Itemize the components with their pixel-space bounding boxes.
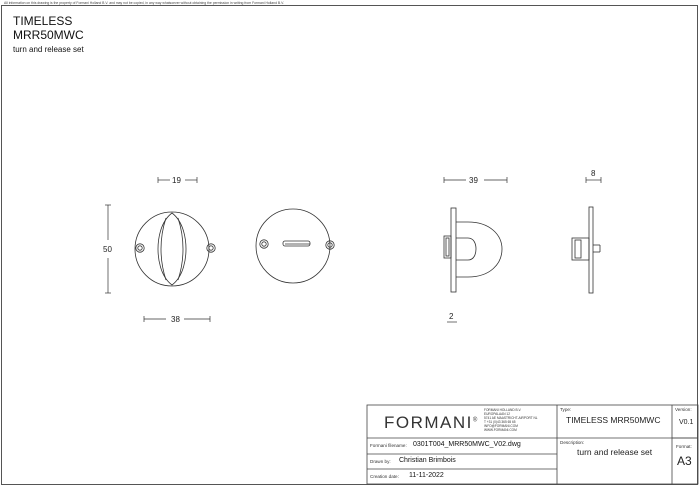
address-line: WWW.FORMANI.COM	[484, 427, 517, 432]
turn-front-view	[135, 212, 215, 286]
dim-2: 2	[449, 312, 454, 321]
drawn-by-label: Drawn by:	[370, 459, 391, 464]
dim-39: 39	[469, 176, 478, 185]
product-subtitle: turn and release set	[13, 45, 84, 54]
dim-8: 8	[591, 169, 596, 178]
formani-logo	[384, 413, 479, 433]
type-label: Type:	[560, 407, 572, 412]
filename-value: 0301T004_MRR50MWC_V02.dwg	[413, 441, 521, 448]
product-title-line2: MRR50MWC	[13, 28, 84, 42]
logo-text: FORMANI	[384, 413, 473, 432]
product-title-line1: TIMELESS	[13, 14, 73, 28]
description-value: turn and release set	[577, 447, 653, 457]
creation-date-label: Creation date:	[370, 474, 399, 479]
release-side-view	[572, 207, 600, 293]
disclaimer-text: All information on this drawing is the property of Formani Holland B.V. and may not be copied, in any way whatsoever without obtaining the permission in writing from Formani Holland B.V.	[4, 1, 284, 5]
dim-19: 19	[172, 176, 181, 185]
release-front-view	[256, 209, 334, 283]
version-label: Version:	[675, 407, 692, 412]
address-line: EUROPALAAN 12	[484, 411, 510, 416]
description-label: Description:	[560, 440, 585, 445]
logo-registered-mark: ®	[472, 417, 479, 424]
address-line: FORMANI HOLLAND B.V.	[484, 408, 522, 412]
drawn-by-value: Christian Brimbois	[399, 457, 456, 464]
address-line: T +31 (0)43 365 65 65	[484, 419, 516, 424]
dim-38: 38	[171, 315, 180, 324]
company-address	[484, 409, 554, 432]
creation-date-value: 11-11-2022	[409, 472, 444, 479]
format-label: Format:	[676, 444, 692, 449]
turn-side-view	[444, 208, 502, 292]
address-line: 5741 AE MAASTRICHT-AIRPORT NL	[484, 415, 538, 420]
version-value: V0.1	[679, 419, 694, 426]
format-value: A3	[677, 454, 692, 468]
type-value: TIMELESS MRR50MWC	[566, 415, 661, 425]
address-line: INFO@FORMANI.COM	[484, 423, 518, 428]
dim-50: 50	[103, 245, 112, 254]
filename-label: Formani filename:	[370, 443, 407, 448]
